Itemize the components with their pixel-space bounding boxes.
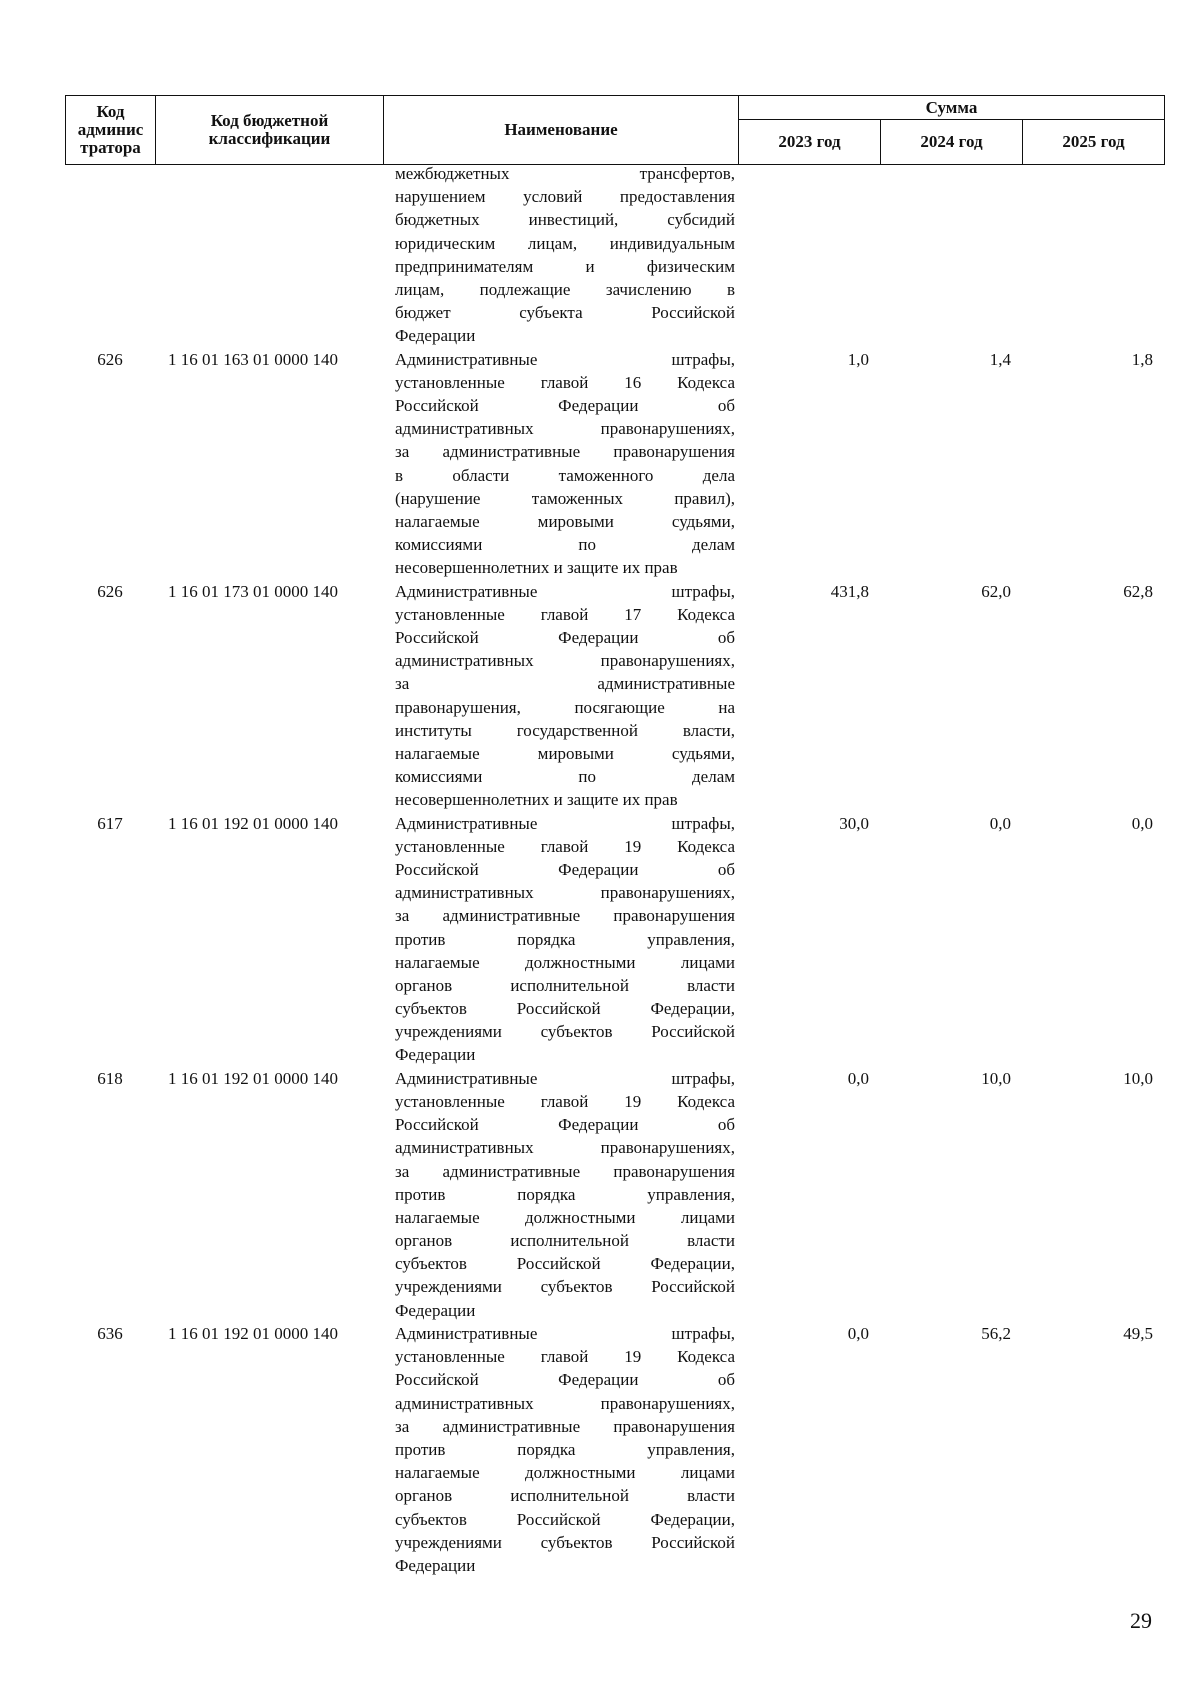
header-kbk-line: классификации — [208, 129, 331, 148]
description-line: налагаемые должностными лицами — [395, 952, 735, 972]
description-line: лицам, подлежащие зачислению в — [395, 279, 735, 299]
description-line: комиссиями по делам — [395, 767, 735, 787]
description-line: Административные штрафы, — [395, 1068, 735, 1088]
description-line: нарушением условий предоставления — [395, 187, 735, 207]
header-admin-line: тратора — [80, 138, 141, 157]
description-line: субъектов Российской Федерации, — [395, 1509, 735, 1529]
row-value-2023: 0,0 — [847, 1324, 869, 1343]
row-description — [395, 580, 735, 812]
row-admin-code: 626 — [97, 349, 123, 369]
description-line: учреждениями субъектов Российской — [395, 1532, 735, 1552]
description-line: административных правонарушениях, — [395, 1138, 735, 1158]
description-line: Административные штрафы, — [395, 813, 735, 833]
description-line: против порядка управления, — [395, 929, 735, 949]
description-line: правонарушения, посягающие на — [395, 697, 735, 717]
row-value-2024: 10,0 — [981, 1068, 1011, 1088]
description-line: налагаемые должностными лицами — [395, 1207, 735, 1227]
header-kbk-line: Код бюджетной — [210, 111, 329, 130]
row-admin-code: 617 — [97, 813, 123, 833]
description-line: бюджетных инвестиций, субсидий — [395, 210, 735, 230]
row-value-2025: 1,8 — [1131, 349, 1153, 369]
description-line: несовершеннолетних и защите их прав — [395, 790, 678, 810]
description-line: за административные правонарушения — [395, 1161, 735, 1181]
description-line: установленные главой 19 Кодекса — [395, 1347, 735, 1367]
description-line: за административные правонарушения — [395, 442, 735, 462]
row-value-2025: 0,0 — [1131, 813, 1153, 833]
row-value-2024: 0,0 — [989, 813, 1011, 833]
row-admin-code: 626 — [97, 581, 123, 601]
description-line: административных правонарушениях, — [395, 651, 735, 671]
description-line: за административные — [395, 674, 735, 694]
header-admin-line: админис — [77, 120, 144, 139]
row-value-2025: 62,8 — [1123, 581, 1153, 601]
description-line: за административные правонарушения — [395, 906, 735, 926]
description-line: органов исполнительной власти — [395, 975, 735, 995]
description-line: административных правонарушениях, — [395, 419, 735, 439]
description-line: Административные штрафы, — [395, 1324, 735, 1343]
row-value-2023: 30,0 — [839, 813, 869, 833]
description-line: Административные штрафы, — [395, 349, 735, 369]
description-line: Федерации — [395, 1045, 476, 1065]
description-line: институты государственной власти, — [395, 720, 735, 740]
header-admin-line: Код — [96, 102, 125, 121]
description-line: учреждениями субъектов Российской — [395, 1277, 735, 1297]
row-kbk-code: 1 16 01 192 01 0000 140 — [168, 1324, 338, 1343]
header-admin-code — [66, 96, 156, 164]
row-value-2024: 1,4 — [989, 349, 1011, 369]
row-kbk-code: 1 16 01 163 01 0000 140 — [168, 349, 338, 369]
row-description — [395, 348, 735, 580]
row-value-2025: 10,0 — [1123, 1068, 1153, 1088]
description-line: Российской Федерации об — [395, 627, 735, 647]
description-line: межбюджетных трансфертов, — [395, 164, 735, 183]
description-line: органов исполнительной власти — [395, 1231, 735, 1251]
row-kbk-code: 1 16 01 192 01 0000 140 — [168, 813, 338, 833]
description-line: Федерации — [395, 1300, 476, 1320]
description-line: предпринимателям и физическим — [395, 256, 735, 276]
row-value-2023: 0,0 — [847, 1068, 869, 1088]
row-value-2023: 431,8 — [830, 581, 869, 601]
description-line: в области таможенного дела — [395, 465, 735, 485]
description-line: установленные главой 16 Кодекса — [395, 372, 735, 392]
description-line: (нарушение таможенных правил), — [395, 488, 735, 508]
row-admin-code: 618 — [97, 1068, 123, 1088]
row-description — [395, 812, 735, 1067]
header-sum: Сумма — [739, 96, 1164, 120]
page-number: 29 — [1130, 1608, 1152, 1633]
description-line: Российской Федерации об — [395, 859, 735, 879]
description-line: учреждениями субъектов Российской — [395, 1022, 735, 1042]
description-line: органов исполнительной власти — [395, 1486, 735, 1506]
description-line: налагаемые мировыми судьями, — [395, 743, 735, 763]
table-header — [65, 95, 1165, 165]
description-line: юридическим лицам, индивидуальным — [395, 233, 735, 253]
description-line: установленные главой 19 Кодекса — [395, 836, 735, 856]
description-line: административных правонарушениях, — [395, 883, 735, 903]
description-line: административных правонарушениях, — [395, 1393, 735, 1413]
row-description — [395, 1067, 735, 1322]
description-line: против порядка управления, — [395, 1184, 735, 1204]
description-line: Федерации — [395, 326, 476, 346]
description-line: Российской Федерации об — [395, 395, 735, 415]
description-line: установленные главой 17 Кодекса — [395, 604, 735, 624]
row-description — [395, 162, 735, 348]
row-admin-code: 636 — [97, 1324, 123, 1343]
description-line: за административные правонарушения — [395, 1416, 735, 1436]
row-kbk-code: 1 16 01 192 01 0000 140 — [168, 1068, 338, 1088]
description-line: против порядка управления, — [395, 1439, 735, 1459]
description-line: субъектов Российской Федерации, — [395, 999, 735, 1019]
header-kbk — [156, 96, 384, 164]
row-description — [395, 1322, 735, 1577]
description-line: налагаемые мировыми судьями, — [395, 511, 735, 531]
row-value-2025: 49,5 — [1123, 1324, 1153, 1343]
description-line: Российской Федерации об — [395, 1115, 735, 1135]
row-kbk-code: 1 16 01 173 01 0000 140 — [168, 581, 338, 601]
header-year-2024: 2024 год — [881, 120, 1023, 164]
description-line: комиссиями по делам — [395, 535, 735, 555]
description-line: Федерации — [395, 1555, 476, 1575]
description-line: Административные штрафы, — [395, 581, 735, 601]
description-line: несовершеннолетних и защите их прав — [395, 558, 678, 578]
description-line: Российской Федерации об — [395, 1370, 735, 1390]
header-name: Наименование — [384, 96, 739, 164]
description-line: бюджет субъекта Российской — [395, 303, 735, 323]
description-line: установленные главой 19 Кодекса — [395, 1091, 735, 1111]
header-year-2025: 2025 год — [1062, 132, 1125, 151]
header-year-2023: 2023 год — [739, 120, 881, 164]
row-value-2023: 1,0 — [847, 349, 869, 369]
description-line: налагаемые должностными лицами — [395, 1463, 735, 1483]
description-line: субъектов Российской Федерации, — [395, 1254, 735, 1274]
row-value-2024: 62,0 — [981, 581, 1011, 601]
row-value-2024: 56,2 — [981, 1324, 1011, 1343]
